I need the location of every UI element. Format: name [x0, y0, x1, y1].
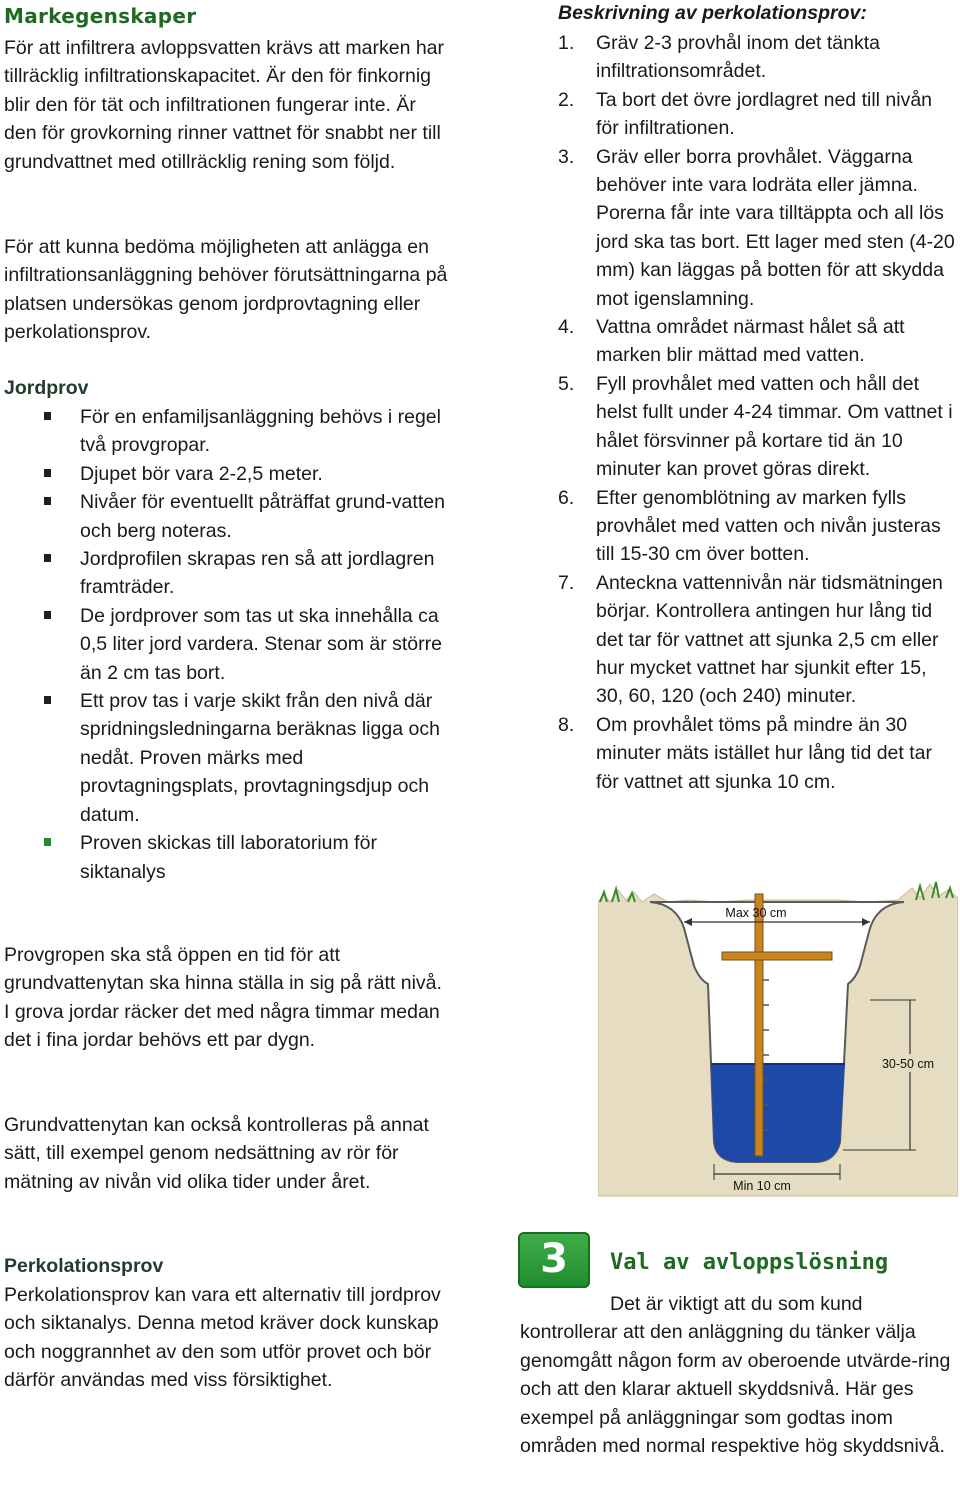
- step-item: [558, 711, 958, 796]
- badge-number: 3: [540, 1236, 568, 1282]
- list-item: [4, 488, 450, 545]
- bullet-square-icon: [44, 554, 51, 562]
- val-paragraph: [520, 1290, 960, 1460]
- step-item: [558, 143, 958, 313]
- intro-paragraph: [4, 34, 450, 176]
- list-item-text: Nivåer för eventuellt påträffat grund-vatten och berg noteras.: [80, 491, 445, 542]
- jordprov-heading: Jordprov: [4, 377, 89, 399]
- water-fill: [711, 1064, 845, 1162]
- list-item-text: Djupet bör vara 2-2,5 meter.: [80, 462, 323, 485]
- list-item-text: Proven skickas till laboratorium för siktanalys: [80, 832, 377, 883]
- step-text: Om provhålet töms på mindre än 30 minuter mäts istället hur lång tid det tar för vattnet att sjunka 10 cm.: [596, 713, 932, 793]
- list-item-text: De jordprover som tas ut ska innehålla ca 0,5 liter jord vardera. Stenar som är större än 2 cm tas bort.: [80, 604, 442, 684]
- step-text: Ta bort det övre jordlagret ned till nivån för infiltrationen.: [596, 88, 933, 140]
- jordprov-list: [4, 403, 450, 886]
- steps-list: [558, 29, 958, 796]
- list-item: [4, 403, 450, 460]
- step-number: 5.: [558, 372, 575, 395]
- measuring-stick-icon: [755, 894, 763, 1156]
- list-item: [4, 602, 450, 687]
- bullet-square-icon: [44, 497, 51, 505]
- paragraph-assessment: För att kunna bedöma möjligheten att anlägga en infiltrationsanläggning behöver förutsättningarna på platsen undersökas genom jordprovtagning eller perkolationsprov.: [4, 236, 448, 344]
- percolation-pit-diagram: [598, 880, 958, 1198]
- assessment-paragraph: [4, 233, 450, 347]
- step-number: 7.: [558, 571, 575, 594]
- step-text: Efter genomblötning av marken fylls provhålet med vatten och nivån justeras till 15-30 cm över botten.: [596, 486, 941, 566]
- label-depth: 30-50 cm: [881, 1057, 935, 1071]
- perkolationsprov-paragraph: [4, 1281, 450, 1395]
- step-text: Gräv 2-3 provhål inom det tänkta infiltrationsområdet.: [596, 32, 880, 83]
- list-item: [4, 829, 450, 886]
- step-item: [558, 313, 958, 370]
- list-item: [4, 460, 450, 488]
- bullet-square-icon: [44, 838, 51, 846]
- bullet-square-icon: [44, 696, 51, 704]
- crossbar-icon: [722, 952, 832, 960]
- perkolationsprov-heading: Perkolationsprov: [4, 1255, 164, 1277]
- paragraph-infiltration: För att infiltrera avloppsvatten krävs att marken har tillräcklig infiltrationskapacitet. Är den för finkornig blir den för tät och infiltrationen fungerar inte. Är den för grovkorning rinner vattnet för snabbt ner till grundvattnet med otillräcklig rening som följd.: [4, 37, 445, 173]
- step-number: 4.: [558, 316, 575, 339]
- section-heading-markegenskaper: Markegenskaper: [4, 4, 197, 28]
- steps-heading: Beskrivning av perkolationsprov:: [558, 2, 867, 24]
- step-item: [558, 370, 958, 484]
- bullet-square-icon: [44, 412, 51, 420]
- paragraph-groundwater: Grundvattenytan kan också kontrolleras på annat sätt, till exempel genom nedsättning av rör för mätning av nivån vid olika tider under året.: [4, 1114, 429, 1193]
- list-item: [4, 545, 450, 602]
- section-number-badge: [518, 1232, 590, 1288]
- list-item: [4, 687, 450, 829]
- step-text: Anteckna vattennivån när tidsmätningen börjar. Kontrollera antingen hur lång tid det tar för vattnet att sjunka 2,5 cm eller hur mycket vattnet har sjunkit efter 15, 30, 60, 120 (och 240) minuter.: [596, 571, 943, 708]
- list-item-text: Jordprofilen skrapas ren så att jordlagren framträder.: [80, 548, 435, 599]
- step-item: [558, 484, 958, 569]
- step-number: 8.: [558, 713, 575, 736]
- step-item: [558, 29, 958, 86]
- bullet-square-icon: [44, 611, 51, 619]
- list-item-text: För en enfamiljsanläggning behövs i regel två provgropar.: [80, 406, 441, 457]
- step-number: 6.: [558, 486, 575, 509]
- label-min: Min 10 cm: [733, 1179, 791, 1193]
- step-number: 2.: [558, 88, 575, 111]
- section-heading-val: Val av avloppslösning: [610, 1250, 889, 1275]
- step-item: [558, 86, 958, 143]
- list-item-text: Ett prov tas i varje skikt från den nivå där spridningsledningarna beräknas ligga och nedåt. Proven märks med provtagningsplats, provtagningsdjup och datum.: [80, 690, 440, 826]
- bullet-square-icon: [44, 469, 51, 477]
- provgrop-paragraph: [4, 941, 450, 1055]
- step-item: [558, 569, 958, 711]
- step-number: 1.: [558, 32, 575, 54]
- groundwater-paragraph: [4, 1111, 450, 1196]
- label-max: Max 30 cm: [725, 906, 787, 920]
- step-text: Vattna området närmast hålet så att marken blir mättad med vatten.: [596, 316, 905, 367]
- paragraph-perkolationsprov: Perkolationsprov kan vara ett alternativ till jordprov och siktanalys. Denna metod kräver dock kunskap och noggrannhet av den som utför provet och bör därför användas med viss försiktighet.: [4, 1284, 441, 1392]
- step-text: Gräv eller borra provhålet. Väggarna behöver inte vara lodräta eller jämna. Porerna får inte vara tilltäppta och all lös jord ska tas bort. Ett lager med sten (4-20 mm) kan läggas på botten för att skydda mot igenslamning.: [596, 145, 955, 310]
- step-number: 3.: [558, 145, 575, 168]
- paragraph-provgrop: Provgropen ska stå öppen en tid för att grundvattenytan ska hinna ställa in sig på rätt nivå. I grova jordar räcker det med några timmar medan det i fina jordar behövs ett par dygn.: [4, 944, 442, 1052]
- step-text: Fyll provhålet med vatten och håll det helst fullt under 4-24 timmar. Om vattnet i hålet försvinner på kortare tid än 10 minuter kan provet göras direkt.: [596, 372, 953, 481]
- paragraph-val: Det är viktigt att du som kund kontrollerar att den anläggning du tänker välja genomgått någon form av oberoende utvärde-ring och att den klarar aktuell skyddsnivå. Här ges exempel på anläggningar som godtas inom områden med normal respektive hög skyddsnivå.: [520, 1293, 951, 1458]
